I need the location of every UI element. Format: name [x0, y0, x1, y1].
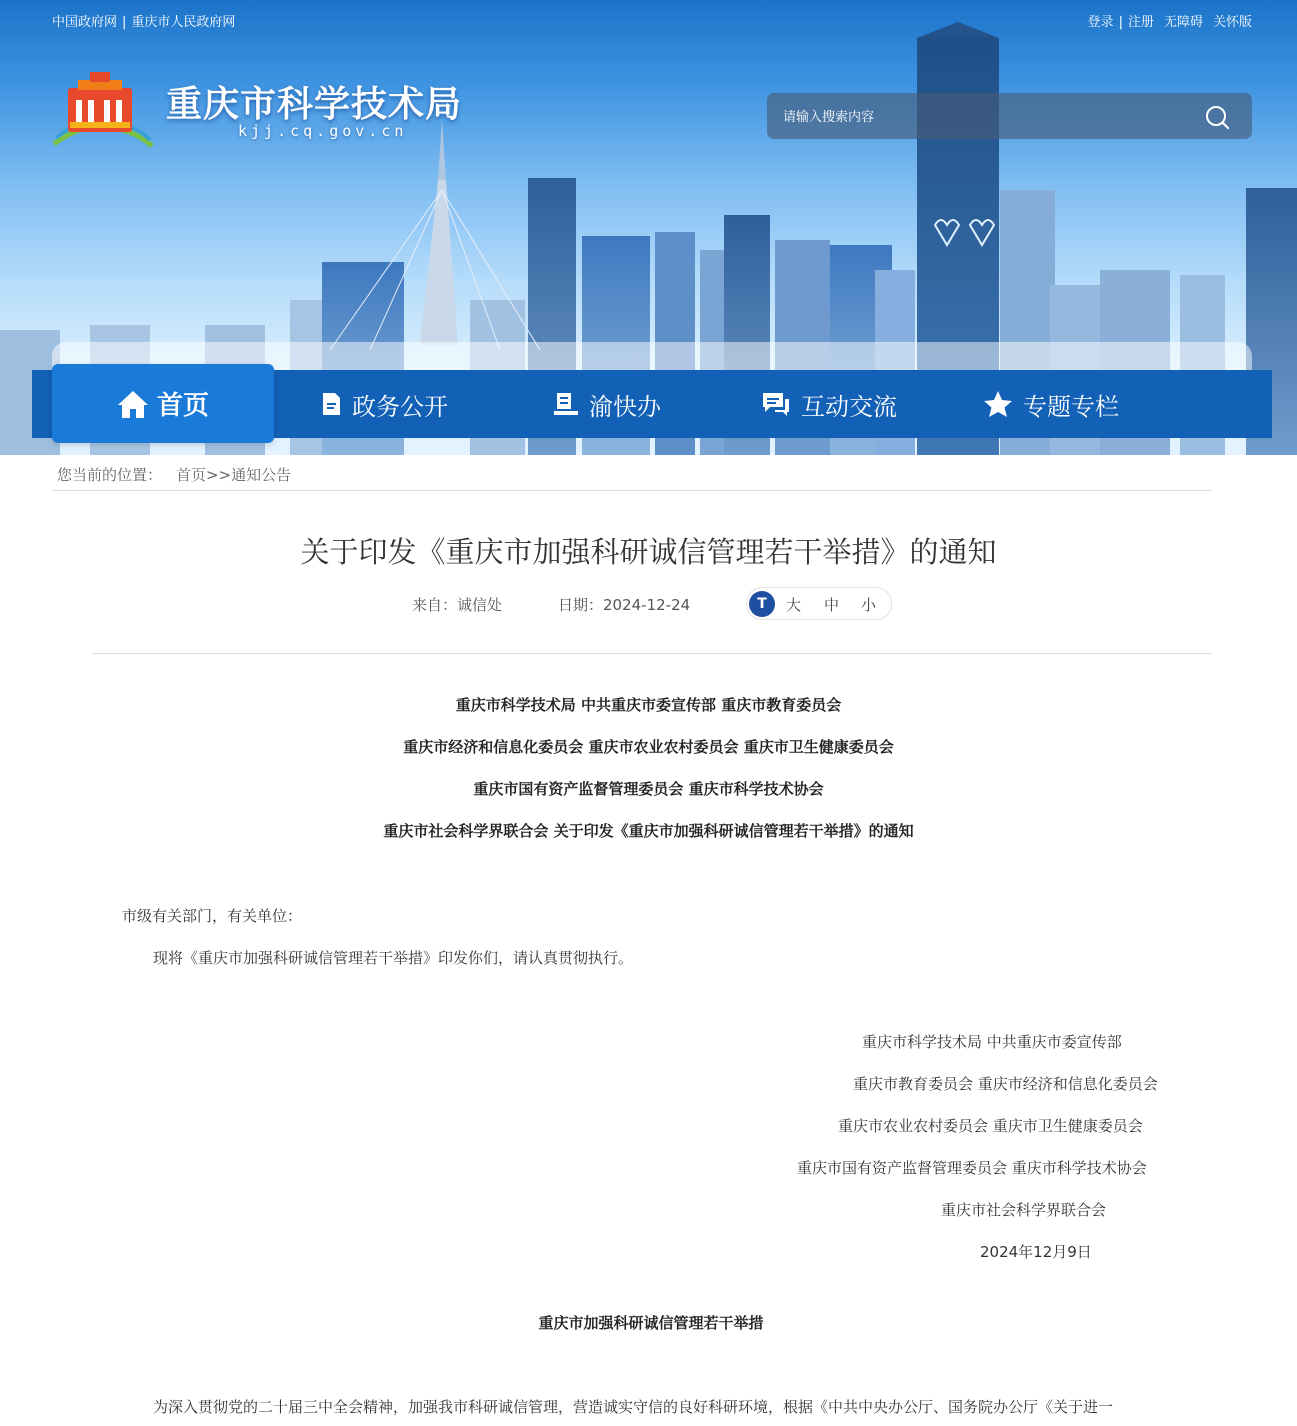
font-size-switcher — [746, 587, 892, 620]
body-paragraph: 现将《重庆市加强科研诚信管理若干举措》印发你们，请认真贯彻执行。 — [153, 949, 634, 967]
heading-line: 重庆市社会科学界联合会 关于印发《重庆市加强科研诚信管理若干举措》的通知 — [383, 822, 914, 840]
register-link[interactable]: 注册 — [1127, 15, 1154, 30]
nav-item-home[interactable] — [52, 364, 274, 443]
gov-cn-link[interactable]: 中国政府网 — [52, 15, 118, 30]
site-domain: kjj.cq.gov.cn — [238, 122, 408, 140]
accessibility-link[interactable]: 无障碍 — [1163, 15, 1203, 30]
heading-line: 重庆市国有资产监督管理委员会 重庆市科学技术协会 — [473, 780, 824, 798]
chat-icon — [761, 390, 791, 418]
font-size-icon: T — [749, 591, 775, 617]
nav-item-government-affairs[interactable] — [320, 370, 448, 438]
font-size-medium-button[interactable]: 中 — [824, 596, 840, 614]
first-paragraph: 为深入贯彻党的二十届三中全会精神，加强我市科研诚信管理，营造诚实守信的良好科研环境，根据《中共中央办公厅、国务院办公厅《关于进一 — [153, 1398, 1114, 1416]
signature-line: 重庆市国有资产监督管理委员会 重庆市科学技术协会 — [797, 1159, 1147, 1177]
nav-item-interaction[interactable] — [761, 370, 897, 438]
divider — [92, 653, 1212, 654]
search-input[interactable] — [781, 105, 1185, 129]
elder-mode-link[interactable]: 关怀版 — [1212, 15, 1252, 30]
nav-label: 互动交流 — [801, 392, 897, 421]
nav-label: 政务公开 — [352, 392, 448, 421]
nav-label: 首页 — [156, 391, 209, 421]
breadcrumb-label: 您当前的位置： — [57, 466, 163, 484]
login-link[interactable]: 登录 — [1087, 15, 1114, 30]
separator: | — [122, 15, 127, 30]
nav-item-yukuaiban[interactable] — [553, 370, 661, 438]
separator: | — [1118, 15, 1123, 30]
top-links-left — [52, 11, 235, 30]
breadcrumb-home-link[interactable]: 首页 — [176, 466, 207, 484]
salutation: 市级有关部门，有关单位： — [122, 907, 303, 925]
breadcrumb-separator: >> — [206, 466, 232, 484]
search-box — [767, 93, 1252, 139]
site-logo-icon — [52, 70, 156, 150]
breadcrumb — [57, 464, 291, 485]
nav-item-special-topics[interactable] — [983, 370, 1119, 438]
site-title: 重庆市科学技术局 — [166, 84, 463, 125]
font-size-small-button[interactable]: 小 — [861, 596, 877, 614]
document-icon — [320, 392, 342, 416]
article-date: 日期：2024-12-24 — [558, 596, 691, 614]
nav-label: 专题专栏 — [1023, 392, 1119, 421]
font-size-large-button[interactable]: 大 — [786, 596, 802, 614]
signature-line: 重庆市科学技术局 中共重庆市委宣传部 — [862, 1033, 1122, 1051]
service-desk-icon — [553, 391, 579, 417]
article-title: 关于印发《重庆市加强科研诚信管理若干举措》的通知 — [300, 535, 997, 569]
nav-label: 渝快办 — [589, 392, 661, 421]
home-icon — [117, 389, 149, 419]
article-source: 来自：诚信处 — [412, 596, 503, 614]
signature-line: 重庆市农业农村委员会 重庆市卫生健康委员会 — [838, 1117, 1143, 1135]
document-title: 重庆市加强科研诚信管理若干举措 — [538, 1314, 764, 1332]
divider — [52, 490, 1212, 491]
top-links-right — [1088, 11, 1252, 30]
signature-date: 2024年12月9日 — [980, 1243, 1092, 1261]
heading-line: 重庆市科学技术局 中共重庆市委宣传部 重庆市教育委员会 — [455, 696, 842, 714]
heading-line: 重庆市经济和信息化委员会 重庆市农业农村委员会 重庆市卫生健康委员会 — [403, 738, 894, 756]
signature-line: 重庆市教育委员会 重庆市经济和信息化委员会 — [853, 1075, 1158, 1093]
search-icon[interactable] — [1204, 104, 1230, 130]
star-icon — [983, 390, 1013, 418]
cq-gov-link[interactable]: 重庆市人民政府网 — [131, 15, 236, 30]
signature-line: 重庆市社会科学界联合会 — [941, 1201, 1107, 1219]
breadcrumb-notice-link[interactable]: 通知公告 — [231, 466, 292, 484]
